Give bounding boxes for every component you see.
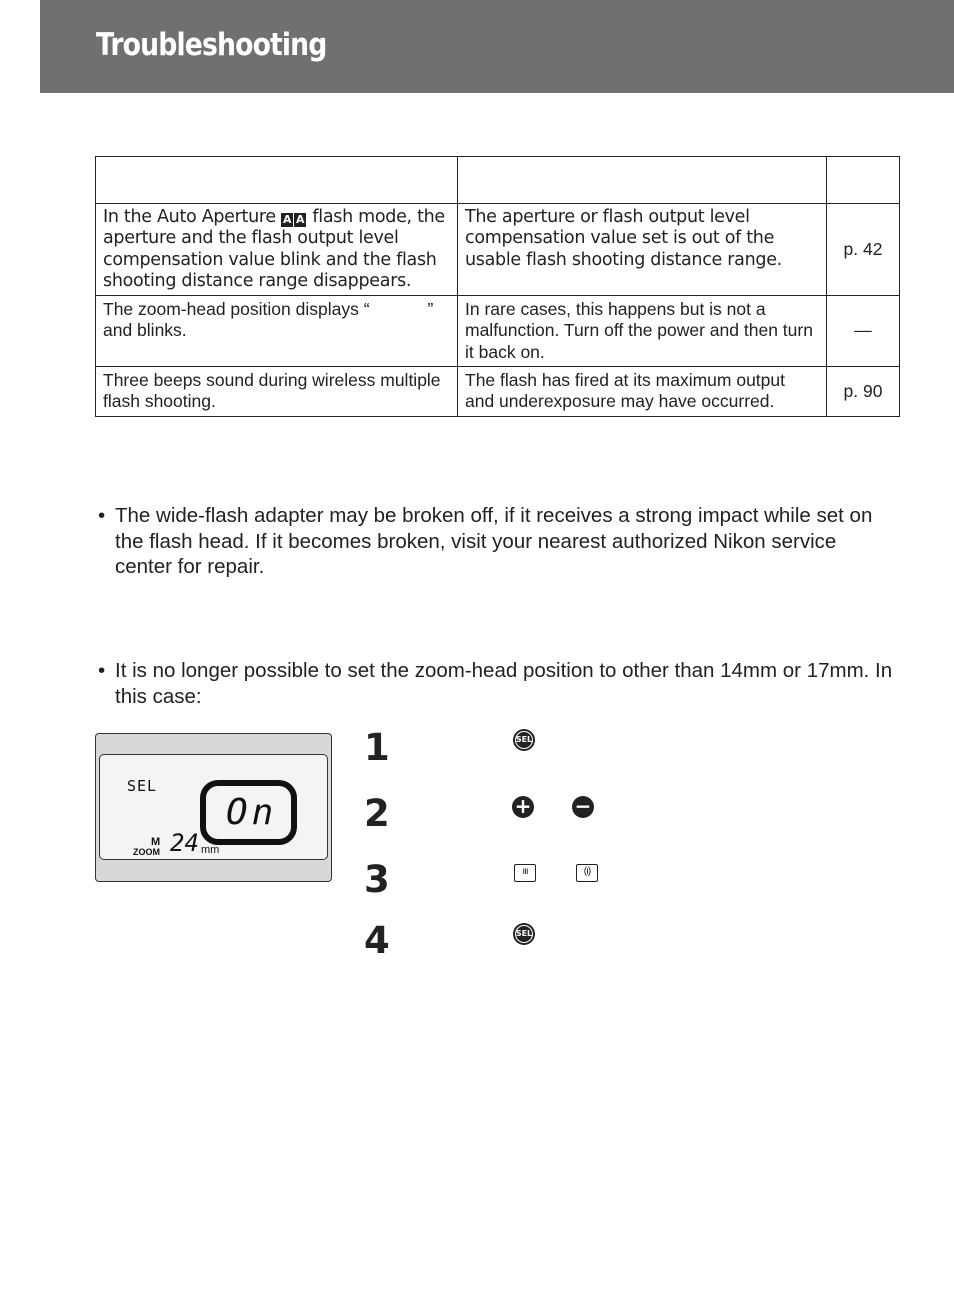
note-text: It is no longer possible to set the zoom-head position to other than 14mm or 17mm. In this case: (115, 659, 893, 708)
lcd-zoom-unit: mm (201, 844, 220, 856)
step-number: 3 (364, 858, 390, 901)
header-bar (40, 0, 954, 93)
sel-button-icon: SEL (513, 729, 535, 751)
problem-cell: Three beeps sound during wireless multiple flash shooting. (96, 367, 458, 417)
step-number: 2 (364, 792, 390, 835)
problem-cell (96, 296, 458, 367)
cause-cell: The aperture or flash output level compensation value set is out of the usable flash shooting distance range. (458, 204, 827, 296)
auto-aperture-icon: A (283, 213, 292, 226)
cause-cell: The flash has fired at its maximum output and underexposure may have occurred. (458, 367, 827, 417)
cause-cell: In rare cases, this happens but is not a malfunction. Turn off the power and then turn it back on. (458, 296, 827, 367)
page-ref-cell: p. 90 (827, 367, 900, 417)
step-number: 1 (364, 726, 390, 769)
page-ref-cell: p. 42 (827, 204, 900, 296)
page-title: Troubleshooting (96, 27, 327, 63)
table-row (96, 204, 900, 296)
bullet-icon: • (98, 504, 106, 527)
lcd-on-value: On (226, 792, 278, 833)
problem-cell (96, 204, 458, 296)
header-cell-page (827, 157, 900, 204)
lcd-on-highlight (200, 780, 297, 845)
lcd-zoom-label: ZOOM (133, 847, 160, 857)
table-header-row (96, 157, 900, 204)
note-wide-flash-adapter (98, 503, 898, 580)
note-text: The wide-flash adapter may be broken off, if it receives a strong impact while set on the flash head. If it becomes broken, visit your nearest authorized Nikon service center for repair. (115, 504, 873, 578)
problem-text-post: ” and blinks. (103, 299, 434, 341)
header-cell-cause (458, 157, 827, 204)
step-number: 4 (364, 919, 390, 962)
problem-text-pre: The zoom-head position displays “ (103, 299, 370, 320)
lcd-zoom-value: 24 (170, 829, 199, 857)
problem-text-post: flash mode, the aperture and the flash output level compensation value blink and the flash shooting distance range disappears. (103, 207, 445, 291)
problem-text-pre: In the Auto Aperture (103, 207, 276, 227)
lcd-sel-label: SEL (127, 777, 158, 795)
page-ref-cell: — (827, 296, 900, 367)
minus-button-icon: − (572, 796, 594, 818)
zoom-button-icon: (ı) (576, 864, 598, 882)
table-row (96, 296, 900, 367)
lcd-manual-indicator: M (151, 836, 161, 848)
bullet-icon: • (98, 659, 106, 682)
table-row (96, 367, 900, 417)
sel-button-icon: SEL (513, 923, 535, 945)
lcd-screen (99, 754, 328, 860)
lcd-panel-illustration (95, 733, 332, 882)
plus-button-icon: + (512, 796, 534, 818)
flash-mode-button-icon: ııı (514, 864, 536, 882)
troubleshooting-table (95, 156, 900, 417)
auto-aperture-icon: A (296, 213, 305, 226)
note-zoom-head (98, 658, 898, 709)
header-cell-problem (96, 157, 458, 204)
